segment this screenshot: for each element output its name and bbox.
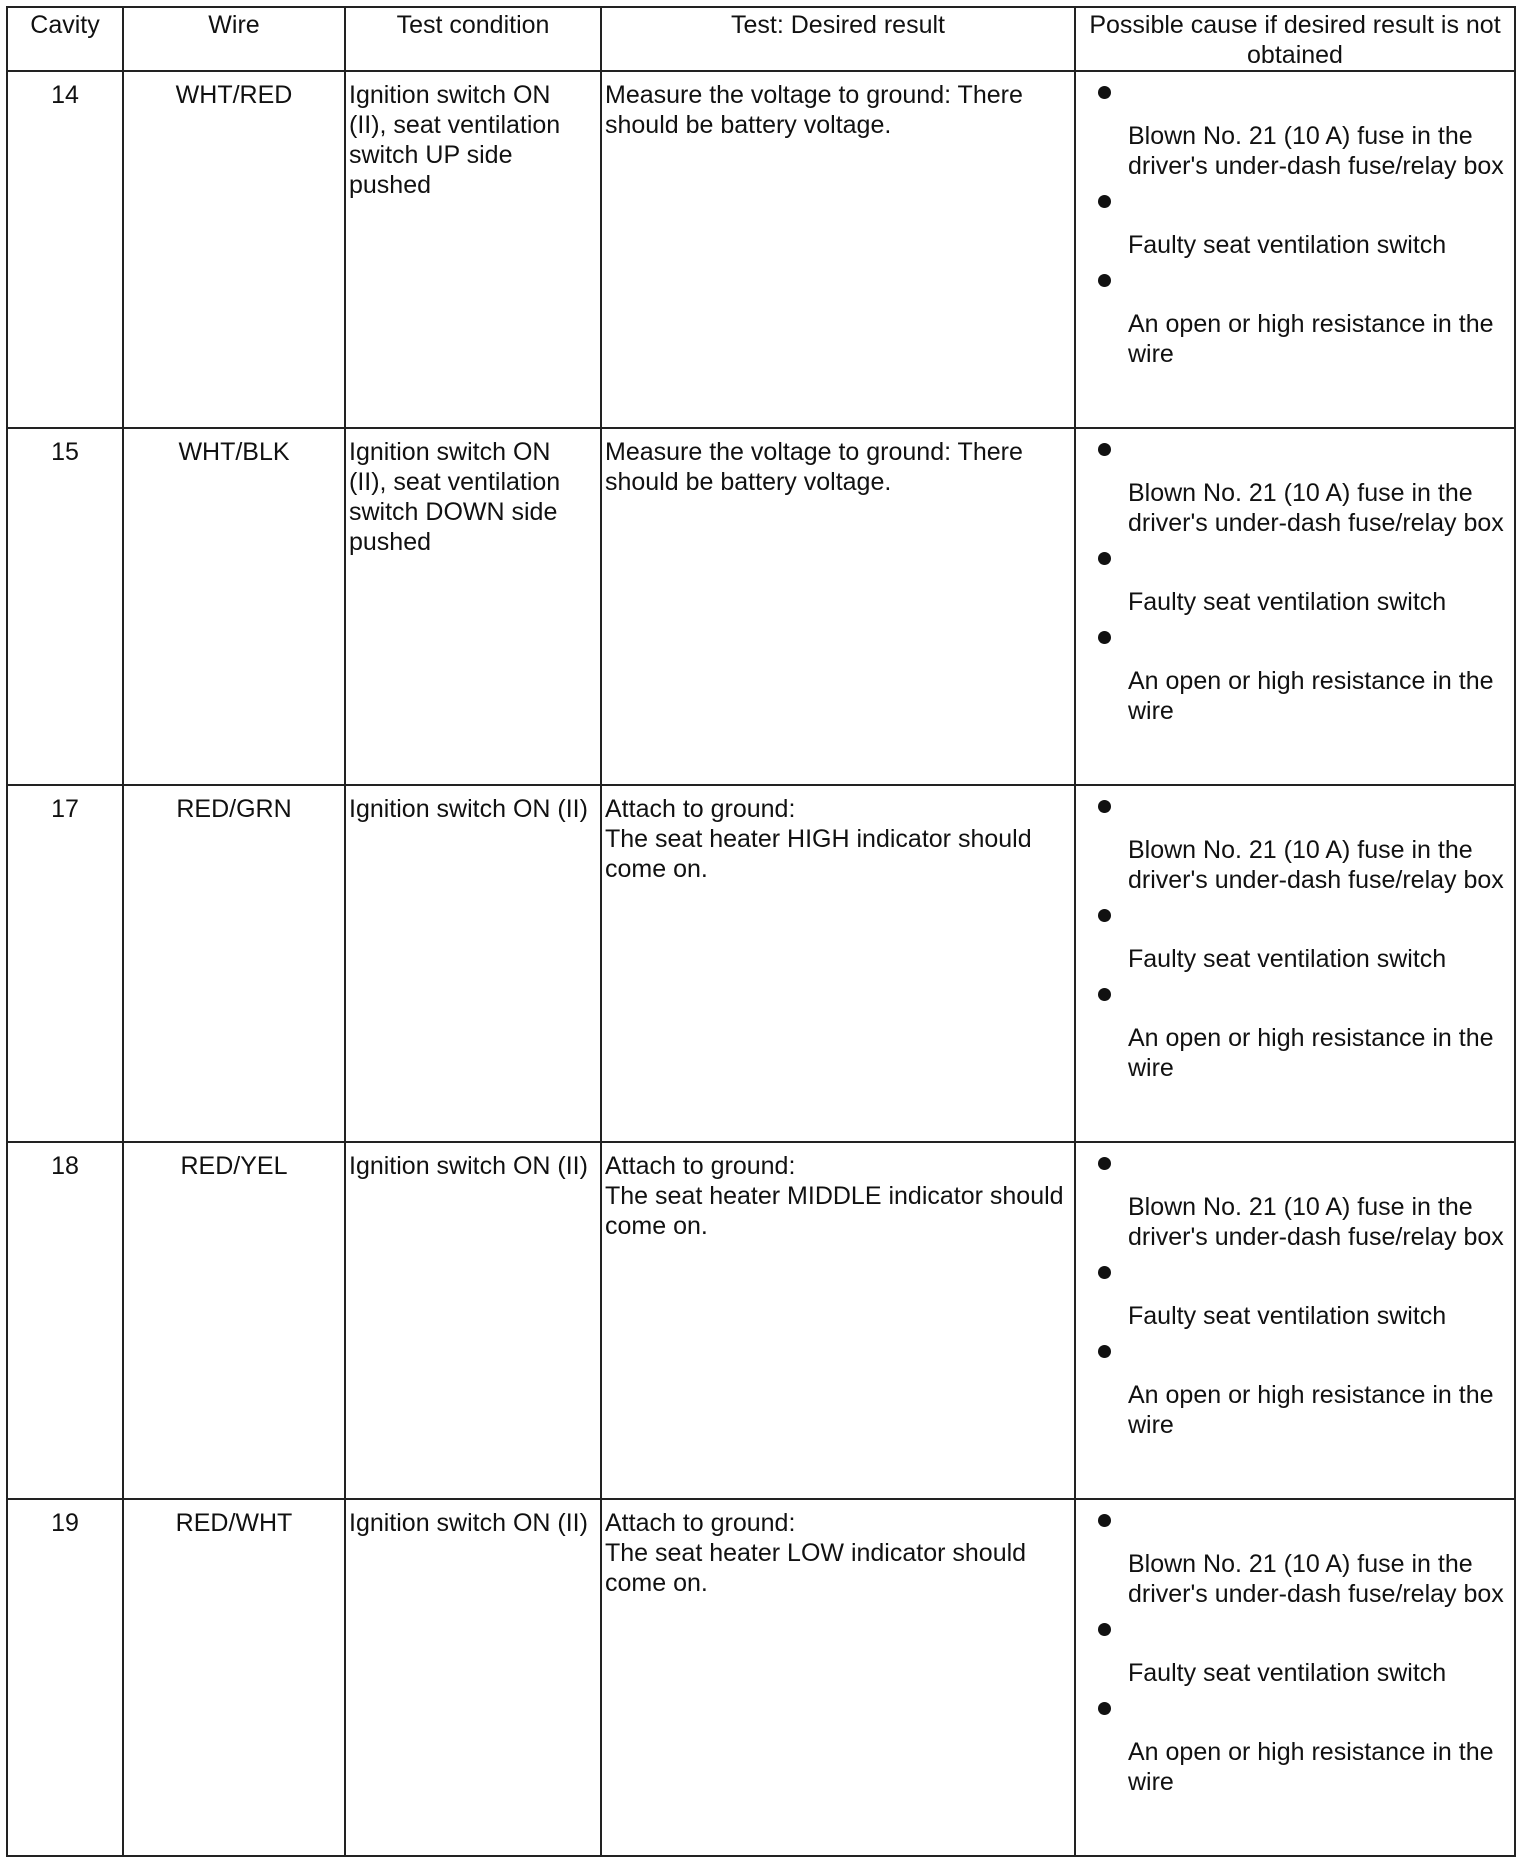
- wire-cell: WHT/BLK: [123, 428, 345, 785]
- cavity-cell: 18: [7, 1142, 123, 1499]
- cause-text: An open or high resistance in the wire: [1128, 1738, 1494, 1796]
- bullet-icon: [1098, 1266, 1111, 1279]
- bullet-icon: [1098, 909, 1111, 922]
- cause-item: [1076, 988, 1508, 1083]
- wire-cell: RED/WHT: [123, 1499, 345, 1856]
- cavity-cell: 14: [7, 71, 123, 428]
- cause-item: [1076, 1623, 1508, 1688]
- bullet-icon: [1098, 195, 1111, 208]
- cause-text: Faulty seat ventilation switch: [1128, 588, 1447, 616]
- cause-item: [1076, 631, 1508, 726]
- header-possible-cause: Possible cause if desired result is not obtained: [1075, 7, 1515, 71]
- cavity-cell: 17: [7, 785, 123, 1142]
- cause-text: An open or high resistance in the wire: [1128, 310, 1494, 368]
- cause-text: An open or high resistance in the wire: [1128, 667, 1494, 725]
- result-cell: [601, 428, 1075, 785]
- result-cell: [601, 1499, 1075, 1856]
- cause-text: Faulty seat ventilation switch: [1128, 231, 1447, 259]
- condition-cell: Ignition switch ON (II): [345, 785, 601, 1142]
- bullet-icon: [1098, 552, 1111, 565]
- cause-item: [1076, 1157, 1508, 1252]
- bullet-icon: [1098, 1514, 1111, 1527]
- bullet-icon: [1098, 800, 1111, 813]
- header-cavity: Cavity: [7, 7, 123, 71]
- bullet-icon: [1098, 1157, 1111, 1170]
- causes-cell: [1075, 1499, 1515, 1856]
- cause-text: Blown No. 21 (10 A) fuse in the driver's under-dash fuse/relay box: [1128, 479, 1504, 537]
- wire-cell: WHT/RED: [123, 71, 345, 428]
- causes-cell: [1075, 71, 1515, 428]
- causes-cell: [1075, 1142, 1515, 1499]
- bullet-icon: [1098, 86, 1111, 99]
- wire-cell: RED/YEL: [123, 1142, 345, 1499]
- bullet-icon: [1098, 631, 1111, 644]
- bullet-icon: [1098, 443, 1111, 456]
- result-line: Measure the voltage to ground: There should be battery voltage.: [605, 438, 1023, 496]
- result-cell: [601, 1142, 1075, 1499]
- bullet-icon: [1098, 1702, 1111, 1715]
- cause-item: [1076, 1514, 1508, 1609]
- result-line: Attach to ground:: [605, 795, 796, 823]
- cause-text: Faulty seat ventilation switch: [1128, 1302, 1447, 1330]
- cause-item: [1076, 86, 1508, 181]
- cause-item: [1076, 443, 1508, 538]
- cause-text: An open or high resistance in the wire: [1128, 1381, 1494, 1439]
- cause-text: An open or high resistance in the wire: [1128, 1024, 1494, 1082]
- table-row: [7, 71, 1515, 428]
- header-test-condition: Test condition: [345, 7, 601, 71]
- connector-test-table: [6, 6, 1516, 1857]
- header-desired-result: Test: Desired result: [601, 7, 1075, 71]
- bullet-icon: [1098, 1623, 1111, 1636]
- cause-item: [1076, 800, 1508, 895]
- table-row: [7, 428, 1515, 785]
- result-line: The seat heater LOW indicator should come on.: [605, 1539, 1027, 1597]
- causes-cell: [1075, 428, 1515, 785]
- cause-item: [1076, 274, 1508, 369]
- result-line: The seat heater HIGH indicator should come on.: [605, 825, 1032, 883]
- cause-text: Blown No. 21 (10 A) fuse in the driver's under-dash fuse/relay box: [1128, 836, 1504, 894]
- result-cell: [601, 785, 1075, 1142]
- condition-cell: Ignition switch ON (II), seat ventilation switch DOWN side pushed: [345, 428, 601, 785]
- result-line: Measure the voltage to ground: There should be battery voltage.: [605, 81, 1023, 139]
- cause-item: [1076, 552, 1508, 617]
- cause-text: Faulty seat ventilation switch: [1128, 1659, 1447, 1687]
- table-row: [7, 1142, 1515, 1499]
- table-row: [7, 1499, 1515, 1856]
- condition-cell: Ignition switch ON (II), seat ventilation switch UP side pushed: [345, 71, 601, 428]
- cause-item: [1076, 1345, 1508, 1440]
- table-row: [7, 785, 1515, 1142]
- causes-cell: [1075, 785, 1515, 1142]
- cause-text: Faulty seat ventilation switch: [1128, 945, 1447, 973]
- condition-cell: Ignition switch ON (II): [345, 1142, 601, 1499]
- cause-text: Blown No. 21 (10 A) fuse in the driver's under-dash fuse/relay box: [1128, 1193, 1504, 1251]
- cause-item: [1076, 195, 1508, 260]
- result-line: The seat heater MIDDLE indicator should come on.: [605, 1182, 1064, 1240]
- bullet-icon: [1098, 1345, 1111, 1358]
- bullet-icon: [1098, 274, 1111, 287]
- table-header-row: [7, 7, 1515, 71]
- cause-text: Blown No. 21 (10 A) fuse in the driver's under-dash fuse/relay box: [1128, 1550, 1504, 1608]
- cause-item: [1076, 1266, 1508, 1331]
- bullet-icon: [1098, 988, 1111, 1001]
- result-cell: [601, 71, 1075, 428]
- cause-item: [1076, 1702, 1508, 1797]
- header-wire: Wire: [123, 7, 345, 71]
- wire-cell: RED/GRN: [123, 785, 345, 1142]
- result-line: Attach to ground:: [605, 1152, 796, 1180]
- result-line: Attach to ground:: [605, 1509, 796, 1537]
- condition-cell: Ignition switch ON (II): [345, 1499, 601, 1856]
- cavity-cell: 15: [7, 428, 123, 785]
- cause-text: Blown No. 21 (10 A) fuse in the driver's under-dash fuse/relay box: [1128, 122, 1504, 180]
- cavity-cell: 19: [7, 1499, 123, 1856]
- cause-item: [1076, 909, 1508, 974]
